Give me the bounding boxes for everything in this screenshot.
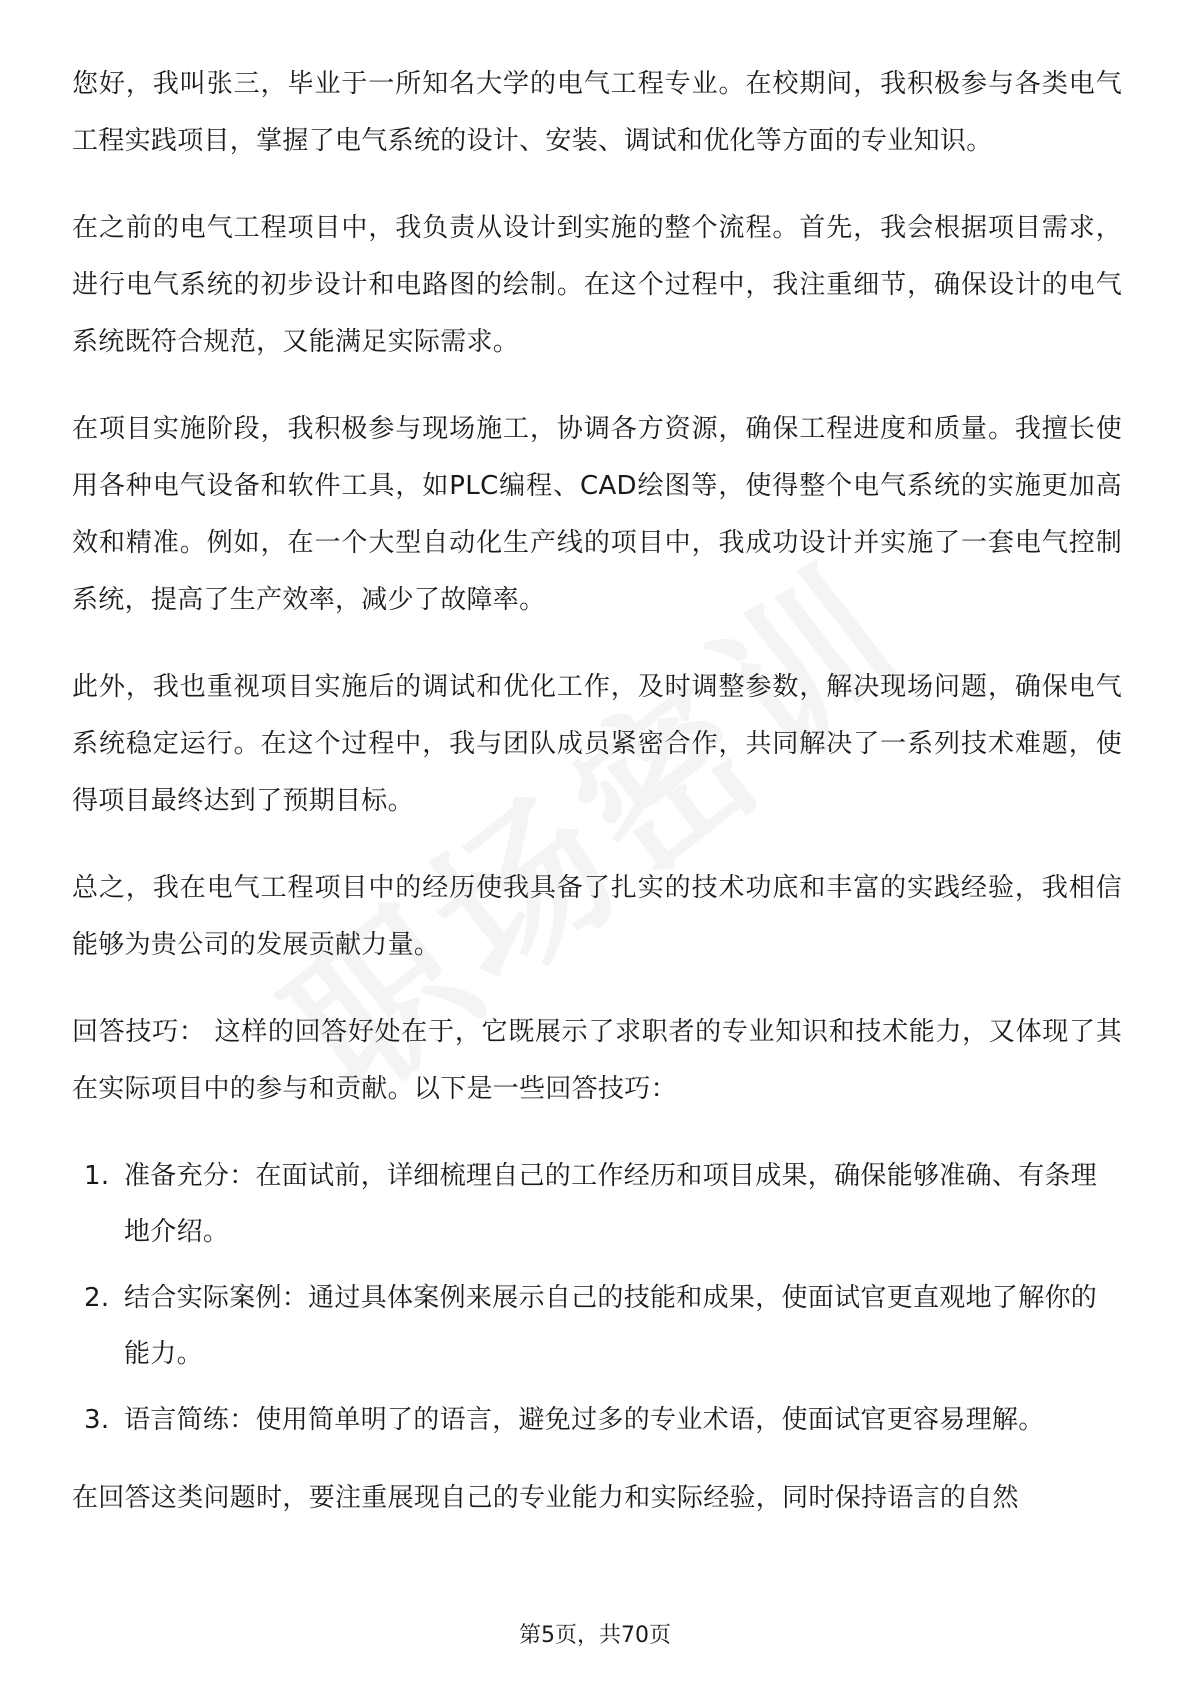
document-body [72, 56, 1122, 1557]
list-item-number: 2. [84, 1283, 110, 1313]
paragraph-implementation: 在项目实施阶段，我积极参与现场施工，协调各方资源，确保工程进度和质量。我擅长使用各种电气设备和软件工具，如PLC编程、CAD绘图等，使得整个电气系统的实施更加高效和精准。例如，在一个大型自动化生产线的项目中，我成功设计并实施了一套电气控制系统，提高了生产效率，减少了故障率。 [72, 414, 1122, 615]
tips-list [72, 1148, 1122, 1448]
list-item-text: 语言简练：使用简单明了的语言，避免过多的专业术语，使面试官更容易理解。 [124, 1405, 1045, 1435]
paragraph-tips-intro: 回答技巧： 这样的回答好处在于，它既展示了求职者的专业知识和技术能力，又体现了其在实际项目中的参与和贡献。以下是一些回答技巧： [72, 1017, 1122, 1104]
page-number: 第5页，共70页 [519, 1623, 671, 1648]
paragraph-intro: 您好，我叫张三，毕业于一所知名大学的电气工程专业。在校期间，我积极参与各类电气工程实践项目，掌握了电气系统的设计、安装、调试和优化等方面的专业知识。 [72, 69, 1122, 156]
list-item [72, 1148, 1122, 1260]
list-item-number: 1. [84, 1161, 110, 1191]
list-item-text: 结合实际案例：通过具体案例来展示自己的技能和成果，使面试官更直观地了解你的能力。 [124, 1283, 1098, 1369]
paragraph-design: 在之前的电气工程项目中，我负责从设计到实施的整个流程。首先，我会根据项目需求，进行电气系统的初步设计和电路图的绘制。在这个过程中，我注重细节，确保设计的电气系统既符合规范，又能满足实际需求。 [72, 213, 1122, 357]
list-item-number: 3. [84, 1405, 110, 1435]
paragraph-summary: 总之，我在电气工程项目中的经历使我具备了扎实的技术功底和丰富的实践经验，我相信能够为贵公司的发展贡献力量。 [72, 873, 1122, 960]
list-item [72, 1270, 1122, 1382]
list-item-text: 准备充分：在面试前，详细梳理自己的工作经历和项目成果，确保能够准确、有条理地介绍。 [124, 1161, 1098, 1247]
paragraph-optimization: 此外，我也重视项目实施后的调试和优化工作，及时调整参数，解决现场问题，确保电气系统稳定运行。在这个过程中，我与团队成员紧密合作，共同解决了一系列技术难题，使得项目最终达到了预期目标。 [72, 672, 1122, 816]
list-item [72, 1392, 1122, 1448]
paragraph-closing: 在回答这类问题时，要注重展现自己的专业能力和实际经验，同时保持语言的自然 [72, 1483, 1019, 1513]
